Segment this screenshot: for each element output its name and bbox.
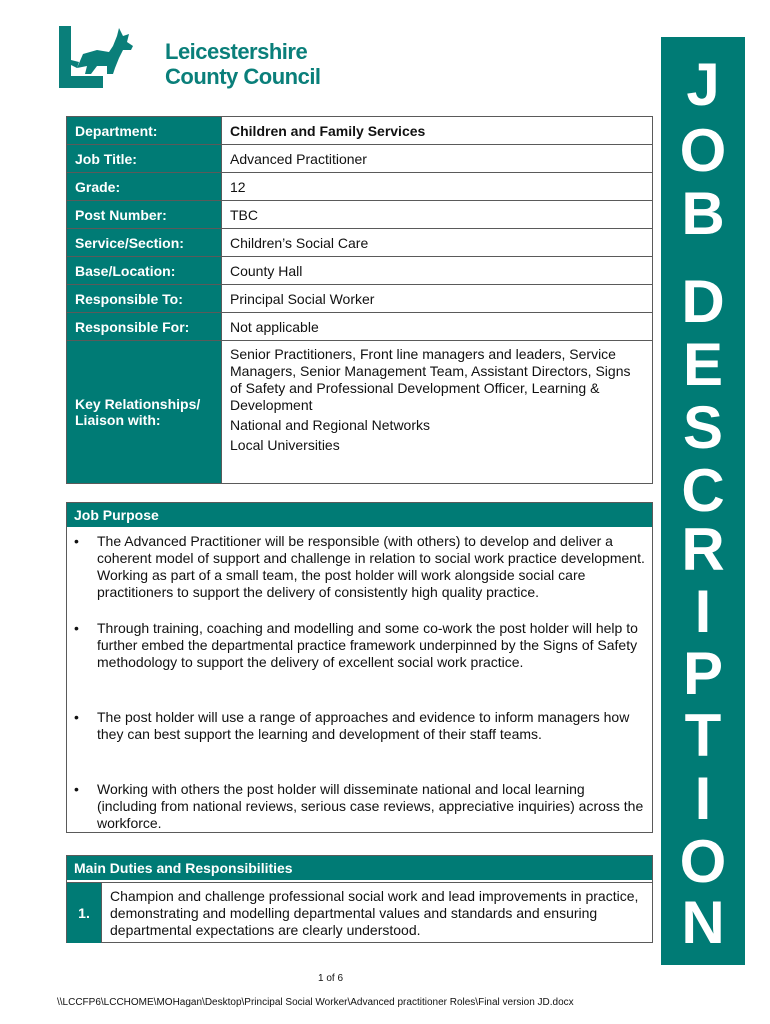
page-number: 1 of 6 xyxy=(317,973,344,984)
info-row-department xyxy=(67,117,653,145)
council-logo xyxy=(57,22,321,94)
info-label: Post Number: xyxy=(67,201,222,229)
key-relationships-label xyxy=(67,341,222,484)
main-duties-heading: Main Duties and Responsibilities xyxy=(67,856,652,880)
list-item xyxy=(74,533,647,601)
banner-letter: P xyxy=(682,640,724,707)
info-row-job-title xyxy=(67,145,653,173)
bullet-icon: • xyxy=(74,533,79,549)
key-relationships-label-line-2: Liaison with: xyxy=(75,412,161,428)
job-purpose-text: Working with others the post holder will disseminate national and local learning (including from national reviews, serious case reviews, appreciative inquiries) across the workforce. xyxy=(97,781,644,831)
info-label: Responsible To: xyxy=(67,285,222,313)
list-item xyxy=(74,709,647,743)
banner-letter: S xyxy=(682,394,724,461)
key-relationship-item: National and Regional Networks xyxy=(230,417,430,433)
info-row-responsible-for xyxy=(67,313,653,341)
duty-row xyxy=(67,882,652,943)
bullet-icon: • xyxy=(74,709,79,725)
banner-letter: I xyxy=(694,765,712,832)
info-value: County Hall xyxy=(222,257,653,285)
job-purpose-text: Through training, coaching and modelling and some co-work the post holder will help to further embed the departmental practice framework underpinned by the Signs of Safety methodology to support the delivery of excellent social work practice. xyxy=(97,620,638,670)
info-label: Responsible For: xyxy=(67,313,222,341)
info-label: Grade: xyxy=(67,173,222,201)
job-info-table xyxy=(66,116,653,484)
info-value: Children’s Social Care xyxy=(222,229,653,257)
info-label: Department: xyxy=(67,117,222,145)
info-label: Base/Location: xyxy=(67,257,222,285)
info-value: Children and Family Services xyxy=(222,117,653,145)
duty-text: Champion and challenge professional social work and lead improvements in practice, demonstrating and modelling departmental values and standards and ensuring departmental expectations are clearly understood. xyxy=(110,888,639,938)
logo-line-1: Leicestershire xyxy=(165,39,308,64)
footer-file-path: \\LCCFP6\LCCHOME\MOHagan\Desktop\Principal Social Worker\Advanced practitioner Roles\Final version JD.docx xyxy=(57,997,574,1008)
info-value: TBC xyxy=(222,201,653,229)
bullet-icon: • xyxy=(74,781,79,797)
job-purpose-heading: Job Purpose xyxy=(67,503,652,527)
info-row-service-section xyxy=(67,229,653,257)
banner-letter: R xyxy=(681,516,725,583)
banner-letter: O xyxy=(679,117,727,184)
info-row-key-relationships xyxy=(67,341,653,484)
key-relationship-item: Local Universities xyxy=(230,437,340,453)
banner-letter: T xyxy=(684,702,722,769)
job-purpose-text: The Advanced Practitioner will be responsible (with others) to develop and deliver a coherent model of support and challenge in relation to social work practice development. Working as part of a small team, the post holder will work alongside social care practitioners to support the delivery of consistently high quality practice. xyxy=(97,533,645,600)
info-row-responsible-to xyxy=(67,285,653,313)
job-purpose-section xyxy=(66,502,653,833)
banner-letter: E xyxy=(682,331,724,398)
duty-number: 1. xyxy=(67,883,102,943)
banner-letter: N xyxy=(681,889,725,956)
info-value: 12 xyxy=(222,173,653,201)
info-value: Not applicable xyxy=(222,313,653,341)
banner-letter: I xyxy=(694,578,712,645)
banner-letter: D xyxy=(681,268,725,335)
key-relationships-label-line-1: Key Relationships/ xyxy=(75,396,201,412)
key-relationships-value xyxy=(222,341,653,484)
banner-letter: J xyxy=(686,51,720,118)
info-value: Principal Social Worker xyxy=(222,285,653,313)
banner-letter: B xyxy=(681,180,725,247)
info-value: Advanced Practitioner xyxy=(222,145,653,173)
key-relationship-item: Senior Practitioners, Front line managers and leaders, Service Managers, Senior Management Team, Assistant Directors, Signs of Safety and Professional Development Officer, Learning & Development xyxy=(230,346,631,413)
info-label: Service/Section: xyxy=(67,229,222,257)
banner-letter: C xyxy=(681,457,725,524)
info-row-grade xyxy=(67,173,653,201)
fox-emblem-icon xyxy=(57,24,157,92)
job-description-banner xyxy=(661,37,745,965)
banner-letter: O xyxy=(679,828,727,895)
list-item xyxy=(74,620,647,671)
logo-line-2: County Council xyxy=(165,64,321,89)
job-purpose-text: The post holder will use a range of approaches and evidence to inform managers how they can best support the learning and development of their staff teams. xyxy=(97,709,630,742)
main-duties-section xyxy=(66,855,653,943)
info-row-post-number xyxy=(67,201,653,229)
bullet-icon: • xyxy=(74,620,79,636)
info-label: Job Title: xyxy=(67,145,222,173)
list-item xyxy=(74,781,647,832)
info-row-base-location xyxy=(67,257,653,285)
